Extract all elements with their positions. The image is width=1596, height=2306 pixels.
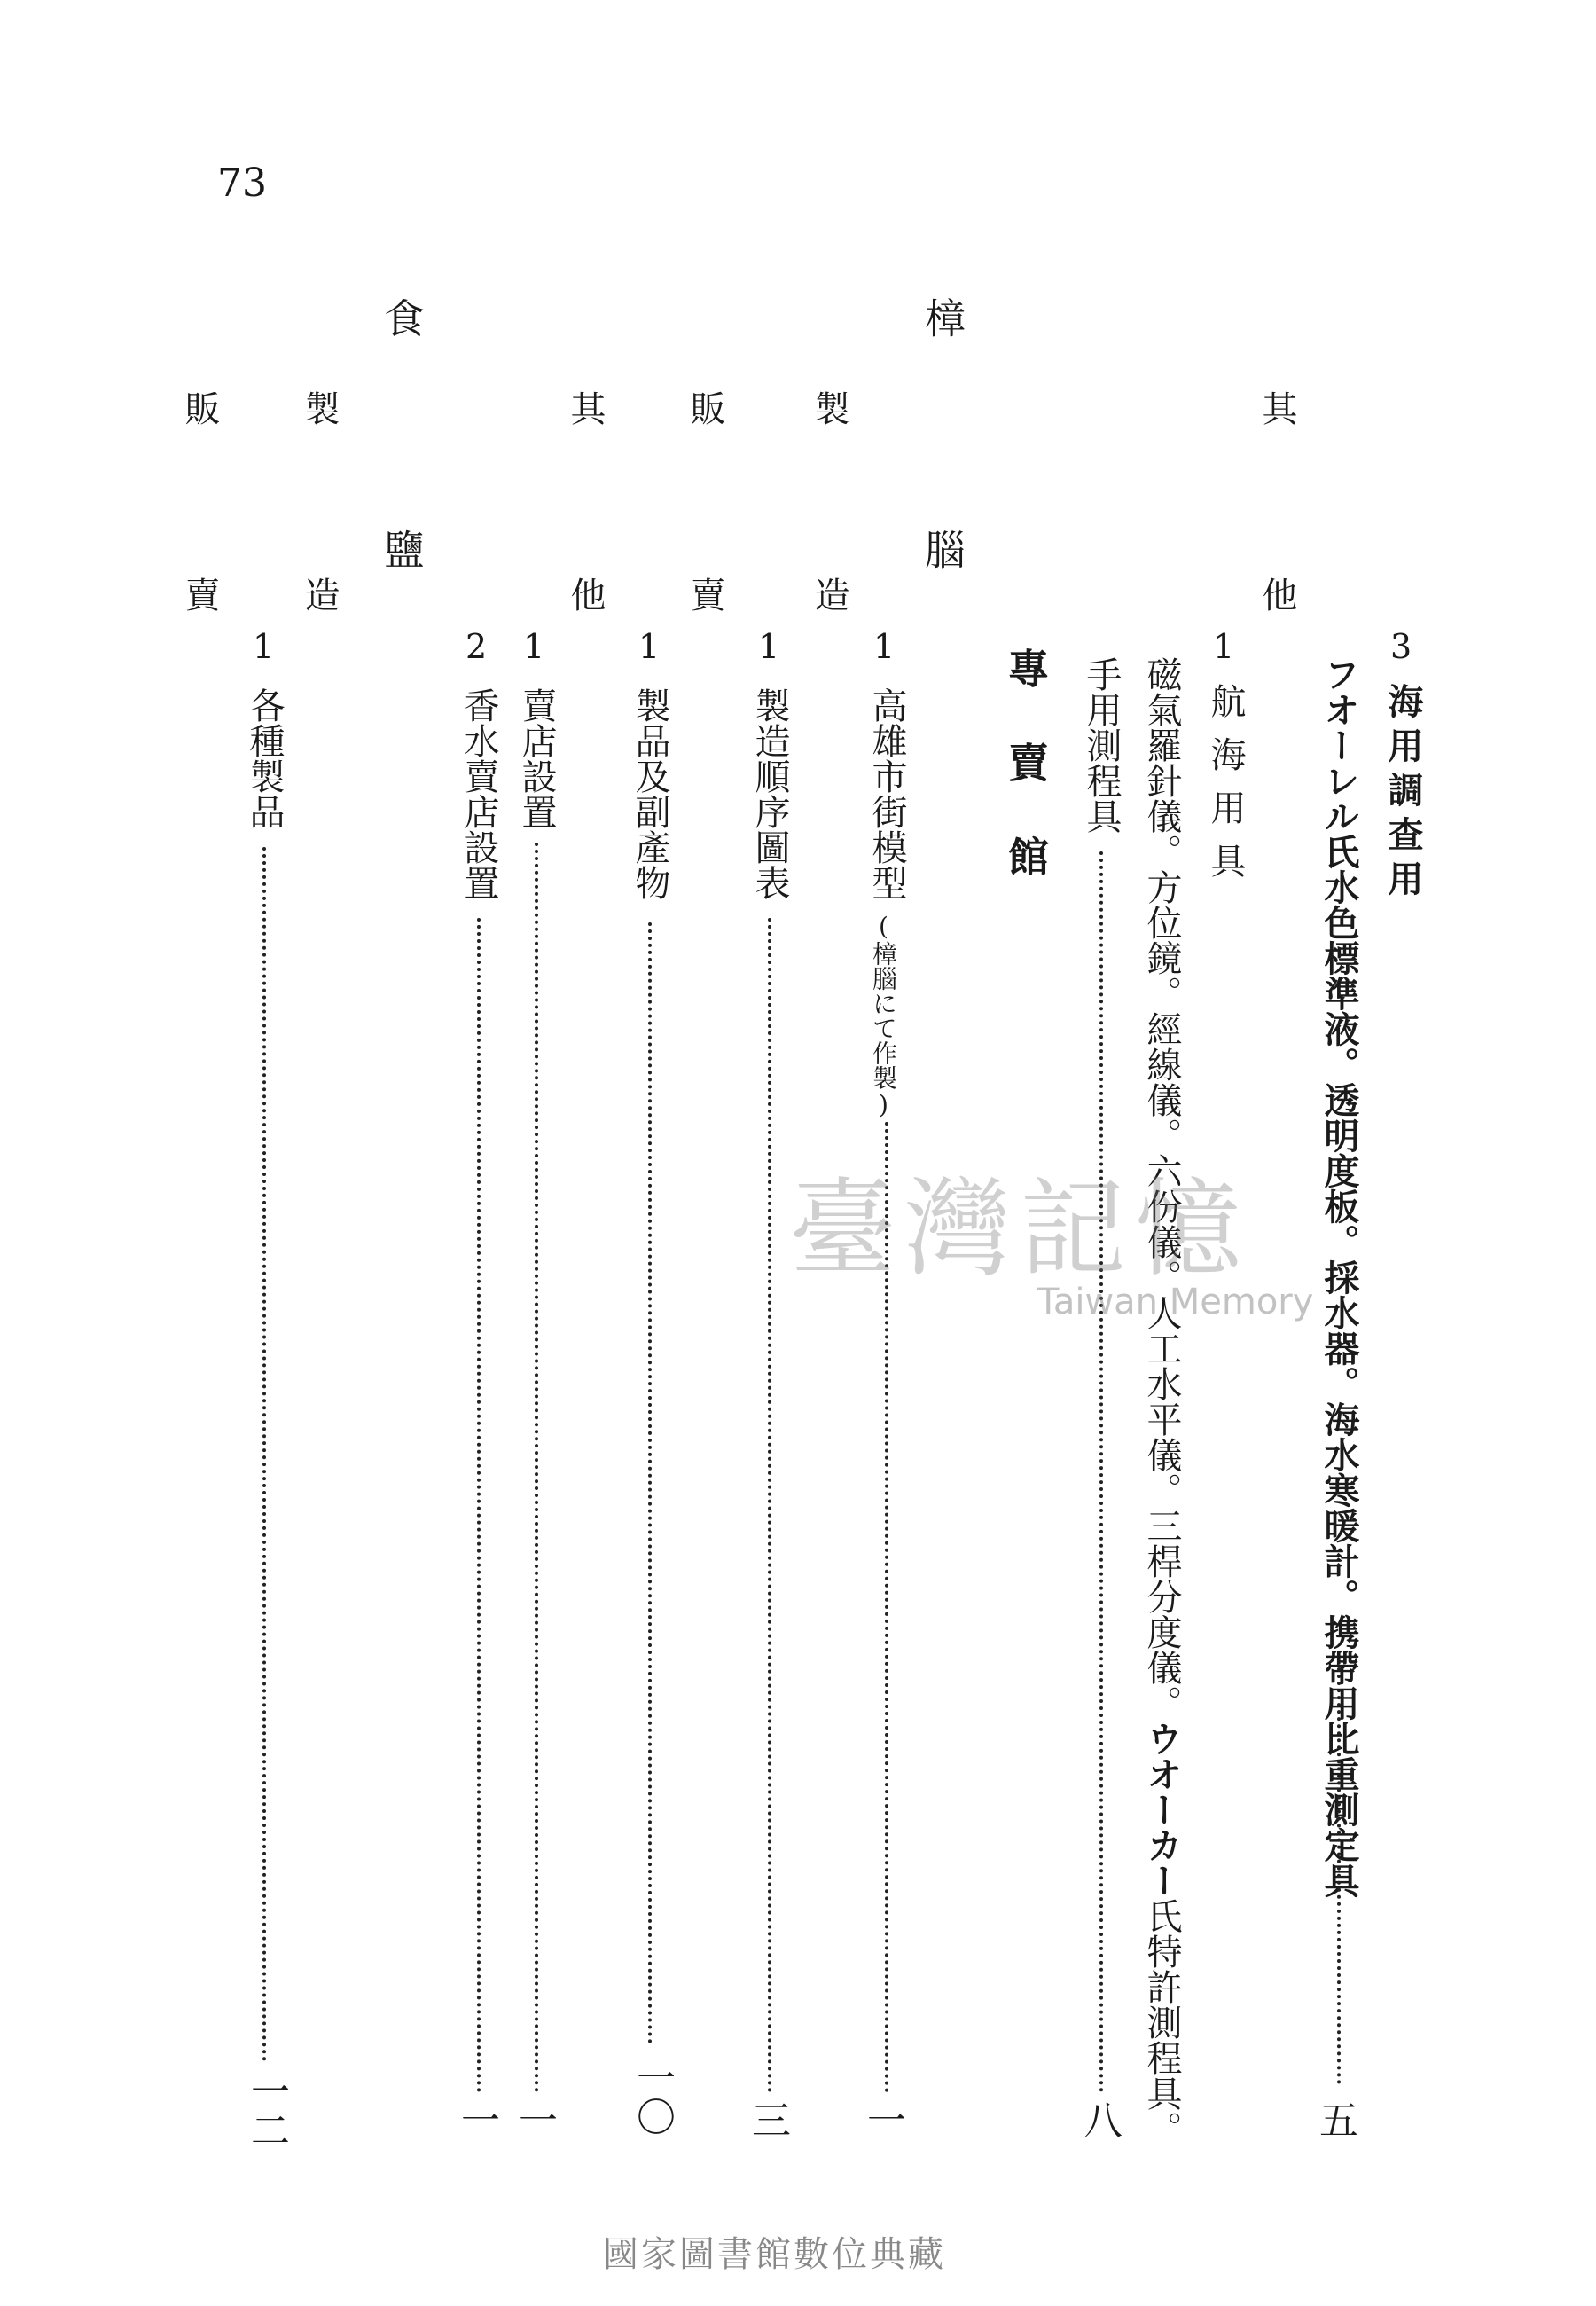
subheading-sales: 販賣 bbox=[179, 390, 220, 763]
item-page-hand-log: 八 bbox=[1084, 2098, 1123, 2144]
subheading-sales: 販賣 bbox=[685, 390, 725, 763]
subheading-manufacture: 製造 bbox=[809, 390, 849, 763]
watermark-logo: 臺灣記憶 bbox=[789, 1168, 1250, 1291]
item-page-shop: 一 bbox=[519, 2098, 558, 2144]
item-page-sea-survey: 五 bbox=[1319, 2098, 1358, 2144]
heading-monopoly-hall: 專賣館 bbox=[1002, 647, 1050, 929]
leader-dots bbox=[1337, 1667, 1341, 2084]
item-desc-sea-survey: フオーレル氏水色標準液。透明度板。採水器。海水寒暖計。携帶用比重測定具 bbox=[1318, 656, 1359, 1898]
item-number: 1 bbox=[873, 627, 896, 666]
item-desc-navigation bbox=[1141, 656, 1182, 2146]
leader-dots bbox=[768, 918, 771, 2093]
item-note-city-model: (樟腦にて作製) bbox=[869, 912, 898, 1119]
item-page-products: 一〇 bbox=[630, 2058, 675, 2136]
subheading-other: 其他 bbox=[565, 390, 606, 763]
item-page-process-chart: 三 bbox=[752, 2098, 791, 2144]
item-title-city-model: 高雄市街模型 bbox=[866, 687, 907, 900]
item-title-navigation: 航海用具 bbox=[1205, 683, 1246, 896]
item-title-salt-products: 各種製品 bbox=[244, 687, 285, 829]
leader-dots bbox=[1099, 851, 1103, 2093]
nav-desc-part-c: 氏特許測程具。 bbox=[1141, 1898, 1182, 2146]
page-number: 73 bbox=[217, 161, 267, 206]
item-title-products: 製品及副產物 bbox=[630, 687, 670, 900]
item-number: 1 bbox=[523, 627, 545, 666]
section-heading-other: 其他 bbox=[1256, 390, 1297, 763]
heading-camphor: 樟腦 bbox=[919, 297, 966, 760]
nav-desc-part-a: 磁氣羅針儀。方位鏡。經線儀。六份儀。人工水平儀。三桿分度儀。 bbox=[1141, 656, 1182, 1721]
leader-dots bbox=[262, 847, 266, 2062]
item-page-salt-products: 一二 bbox=[244, 2071, 289, 2149]
leader-dots bbox=[535, 843, 538, 2093]
item-number: 1 bbox=[638, 627, 661, 666]
subheading-manufacture: 製造 bbox=[299, 390, 340, 763]
item-number: 1 bbox=[758, 627, 780, 666]
item-number: 2 bbox=[466, 627, 488, 666]
item-title-perfume-shop: 香水賣店設置 bbox=[458, 687, 499, 900]
watermark-text: Taiwan Memory bbox=[1037, 1282, 1314, 1322]
item-number: 1 bbox=[253, 627, 275, 666]
item-page-city-model: 一 bbox=[867, 2098, 906, 2144]
item-title-sea-survey: 海用調查用 bbox=[1382, 683, 1423, 905]
item-page-perfume-shop: 一 bbox=[461, 2098, 500, 2144]
nav-desc-part-b: ウオーカー bbox=[1141, 1721, 1182, 1898]
item-title-hand-log: 手用測程具 bbox=[1081, 656, 1122, 834]
leader-dots bbox=[648, 922, 652, 2044]
footer-archive-label: 國家圖書館數位典藏 bbox=[603, 2234, 946, 2275]
item-number: 3 bbox=[1390, 627, 1412, 666]
item-number: 1 bbox=[1213, 627, 1235, 666]
heading-salt: 食鹽 bbox=[378, 297, 426, 760]
item-title-shop: 賣店設置 bbox=[516, 687, 557, 829]
leader-dots bbox=[477, 918, 481, 2093]
item-title-process-chart: 製造順序圖表 bbox=[749, 687, 790, 900]
